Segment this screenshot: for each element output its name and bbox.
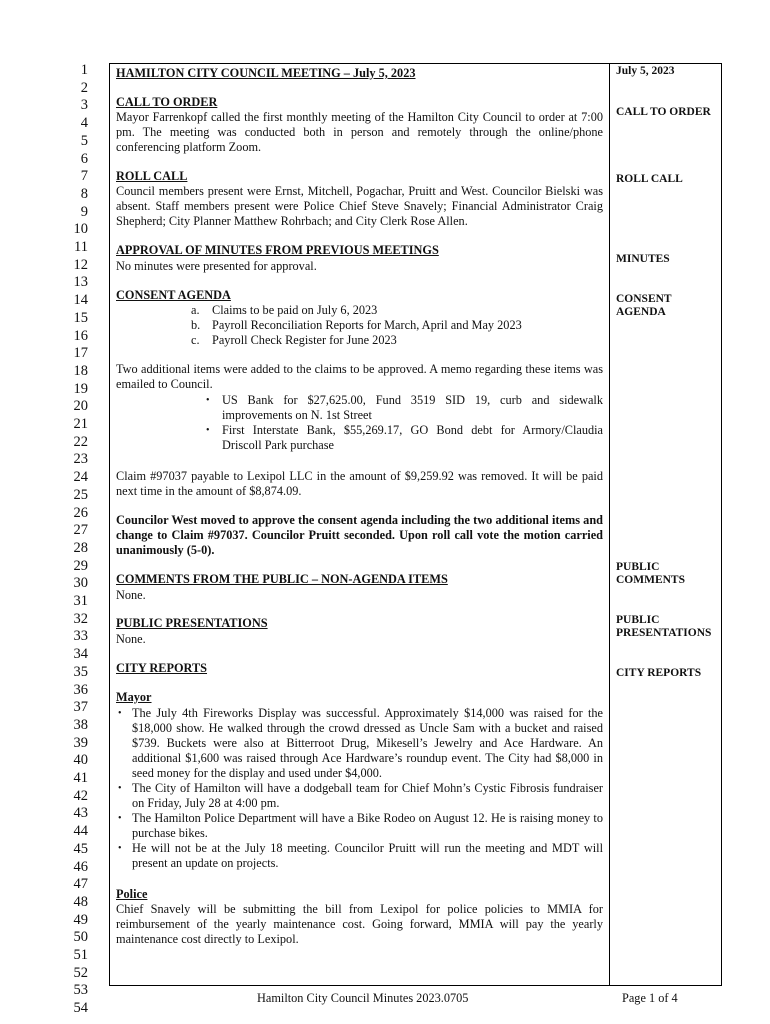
line-number: 44 <box>73 823 88 839</box>
line-number: 9 <box>80 204 88 220</box>
bullet-icon: • <box>118 813 122 824</box>
mayor-bullet <box>116 781 603 811</box>
page-title: HAMILTON CITY COUNCIL MEETING – July 5, 2023 <box>116 66 416 80</box>
call-to-order-text: Mayor Farrenkopf called the first monthly meeting of the Hamilton City Council to order at 7:00 pm. The meeting was conducted both in person and remotely through the online/phone conferencing platform Zoom. <box>116 110 603 154</box>
item-text: Claims to be paid on July 6, 2023 <box>212 303 378 317</box>
line-number: 18 <box>73 363 88 379</box>
line-number: 43 <box>73 805 88 821</box>
police-heading: Police <box>116 887 148 901</box>
line-number: 35 <box>73 664 88 680</box>
line-number: 11 <box>74 239 88 255</box>
line-number: 10 <box>73 221 88 237</box>
mayor-bullet <box>116 811 603 841</box>
sidebar-consent-line: CONSENT <box>616 293 672 305</box>
bullet-text: The Hamilton Police Department will have a Bike Rodeo on August 12. He is raising money to purchase bikes. <box>132 811 603 840</box>
line-number: 29 <box>73 558 88 574</box>
sidebar-consent-line: AGENDA <box>616 306 666 319</box>
minutes-heading: APPROVAL OF MINUTES FROM PREVIOUS MEETINGS <box>116 243 439 257</box>
line-number: 54 <box>73 1000 88 1016</box>
bullet-text: He will not be at the July 18 meeting. Councilor Pruitt will run the meeting and MDT will present an update on projects. <box>132 841 603 870</box>
line-number: 45 <box>73 841 88 857</box>
line-number: 1 <box>80 62 88 78</box>
item-text: Payroll Reconciliation Reports for March, April and May 2023 <box>212 318 522 332</box>
mayor-heading: Mayor <box>116 690 152 704</box>
mayor-bullet <box>116 841 603 871</box>
memo-bullet <box>116 423 603 453</box>
consent-item <box>116 318 603 333</box>
sidebar-presentations <box>616 614 718 641</box>
sidebar-consent-agenda <box>616 293 718 320</box>
line-number: 34 <box>73 646 88 662</box>
line-number: 30 <box>73 575 88 591</box>
line-number: 20 <box>73 398 88 414</box>
line-number: 40 <box>73 752 88 768</box>
item-letter: b. <box>191 318 201 332</box>
sidebar-public-comments <box>616 561 718 588</box>
consent-memo: Two additional items were added to the claims to be approved. A memo regarding these items was emailed to Council. <box>116 362 603 391</box>
sidebar-city-reports: CITY REPORTS <box>616 667 702 679</box>
mayor-bullet <box>116 706 603 781</box>
line-number: 51 <box>73 947 88 963</box>
line-number: 17 <box>73 345 88 361</box>
line-number: 12 <box>73 257 88 273</box>
line-number: 32 <box>73 611 88 627</box>
line-number: 46 <box>73 859 88 875</box>
item-letter: c. <box>191 333 200 347</box>
line-number: 50 <box>73 929 88 945</box>
consent-items-list <box>116 303 603 348</box>
roll-call-text: Council members present were Ernst, Mitchell, Pogachar, Pruitt and West. Councilor Bielski was absent. Staff members present were Police Chief Steve Snavely; Financial Administrator Craig Shepherd; City Planner Matthew Rohrbach; and City Clerk Rose Allen. <box>116 184 603 228</box>
memo-bullet <box>116 393 603 423</box>
mayor-bullets <box>116 706 603 871</box>
presentations-heading: PUBLIC PRESENTATIONS <box>116 616 268 630</box>
police-text: Chief Snavely will be submitting the bill from Lexipol for police policies to MMIA for reimbursement of the yearly maintenance cost. Going forward, MMIA will pay the yearly maintenance cost directly to Lexipol. <box>116 902 603 946</box>
bullet-icon: • <box>118 708 122 719</box>
line-number: 13 <box>73 274 88 290</box>
line-number: 27 <box>73 522 88 538</box>
consent-item <box>116 333 603 348</box>
column-divider <box>609 63 610 986</box>
line-number: 28 <box>73 540 88 556</box>
consent-agenda-heading: CONSENT AGENDA <box>116 288 231 302</box>
line-number: 19 <box>73 381 88 397</box>
line-number: 15 <box>73 310 88 326</box>
line-number: 5 <box>80 133 88 149</box>
line-number: 26 <box>73 505 88 521</box>
bullet-text: US Bank for $27,625.00, Fund 3519 SID 19, curb and sidewalk improvements on N. 1st Street <box>222 393 603 422</box>
bullet-icon: • <box>118 783 122 794</box>
line-number: 4 <box>80 115 88 131</box>
sidebar-public-line: COMMENTS <box>616 574 685 587</box>
bullet-text: The July 4th Fireworks Display was successful. Approximately $14,000 was raised for the $18,000 show. He walked through the crowd dressed as Uncle Sam with a bucket and raised $739. Buckets were also at Bitterroot Drug, Mikesell’s Jewelry and Ace Hardware. An additional $1,600 was raised through Ace Hardware’s roundup event. The City had $8,000 in seed money for the display and used under $4,000. <box>132 706 603 780</box>
footer-title: Hamilton City Council Minutes 2023.0705 <box>257 991 469 1005</box>
consent-item <box>116 303 603 318</box>
line-number: 14 <box>73 292 88 308</box>
line-number: 39 <box>73 735 88 751</box>
line-number: 3 <box>80 97 88 113</box>
line-number: 25 <box>73 487 88 503</box>
bullet-icon: • <box>206 425 210 436</box>
line-number: 42 <box>73 788 88 804</box>
line-number: 52 <box>73 965 88 981</box>
presentations-text: None. <box>116 632 146 646</box>
line-number: 2 <box>80 80 88 96</box>
minutes-text: No minutes were presented for approval. <box>116 259 317 273</box>
public-comments-heading: COMMENTS FROM THE PUBLIC – NON-AGENDA ITEMS <box>116 572 448 586</box>
call-to-order-heading: CALL TO ORDER <box>116 95 218 109</box>
sidebar-pres-line: PUBLIC <box>616 614 660 626</box>
memo-bullets <box>116 393 603 453</box>
item-letter: a. <box>191 303 200 317</box>
sidebar-call-to-order: CALL TO ORDER <box>616 106 711 118</box>
bullet-icon: • <box>118 843 122 854</box>
line-number: 41 <box>73 770 88 786</box>
line-number: 31 <box>73 593 88 609</box>
line-number: 7 <box>80 168 88 184</box>
line-number: 49 <box>73 912 88 928</box>
line-number: 37 <box>73 699 88 715</box>
sidebar-public-line: PUBLIC <box>616 561 660 573</box>
line-number: 6 <box>80 151 88 167</box>
bullet-icon: • <box>206 395 210 406</box>
line-number: 53 <box>73 982 88 998</box>
line-number: 16 <box>73 328 88 344</box>
sidebar-date: July 5, 2023 <box>616 65 675 77</box>
line-number: 8 <box>80 186 88 202</box>
line-number: 48 <box>73 894 88 910</box>
line-number: 47 <box>73 876 88 892</box>
item-text: Payroll Check Register for June 2023 <box>212 333 397 347</box>
roll-call-heading: ROLL CALL <box>116 169 188 183</box>
consent-motion: Councilor West moved to approve the consent agenda including the two additional items and change to Claim #97037. Councilor Pruitt seconded. Upon roll call vote the motion carried unanimously (5-0). <box>116 513 603 557</box>
line-number: 36 <box>73 682 88 698</box>
line-number: 22 <box>73 434 88 450</box>
sidebar-minutes: MINUTES <box>616 253 670 265</box>
footer-page-number: Page 1 of 4 <box>622 991 678 1005</box>
public-comments-text: None. <box>116 588 146 602</box>
claim-note: Claim #97037 payable to Lexipol LLC in the amount of $9,259.92 was removed. It will be paid next time in the amount of $8,874.09. <box>116 469 603 498</box>
sidebar-pres-line: PRESENTATIONS <box>616 627 712 640</box>
sidebar-roll-call: ROLL CALL <box>616 173 683 185</box>
line-number: 21 <box>73 416 88 432</box>
line-number: 23 <box>73 451 88 467</box>
line-number: 24 <box>73 469 88 485</box>
line-number: 33 <box>73 628 88 644</box>
city-reports-heading: CITY REPORTS <box>116 661 208 675</box>
bullet-text: The City of Hamilton will have a dodgeball team for Chief Mohn’s Cystic Fibrosis fundraiser on Friday, July 28 at 4:00 pm. <box>132 781 603 810</box>
line-number: 38 <box>73 717 88 733</box>
bullet-text: First Interstate Bank, $55,269.17, GO Bond debt for Armory/Claudia Driscoll Park purchase <box>222 423 603 452</box>
